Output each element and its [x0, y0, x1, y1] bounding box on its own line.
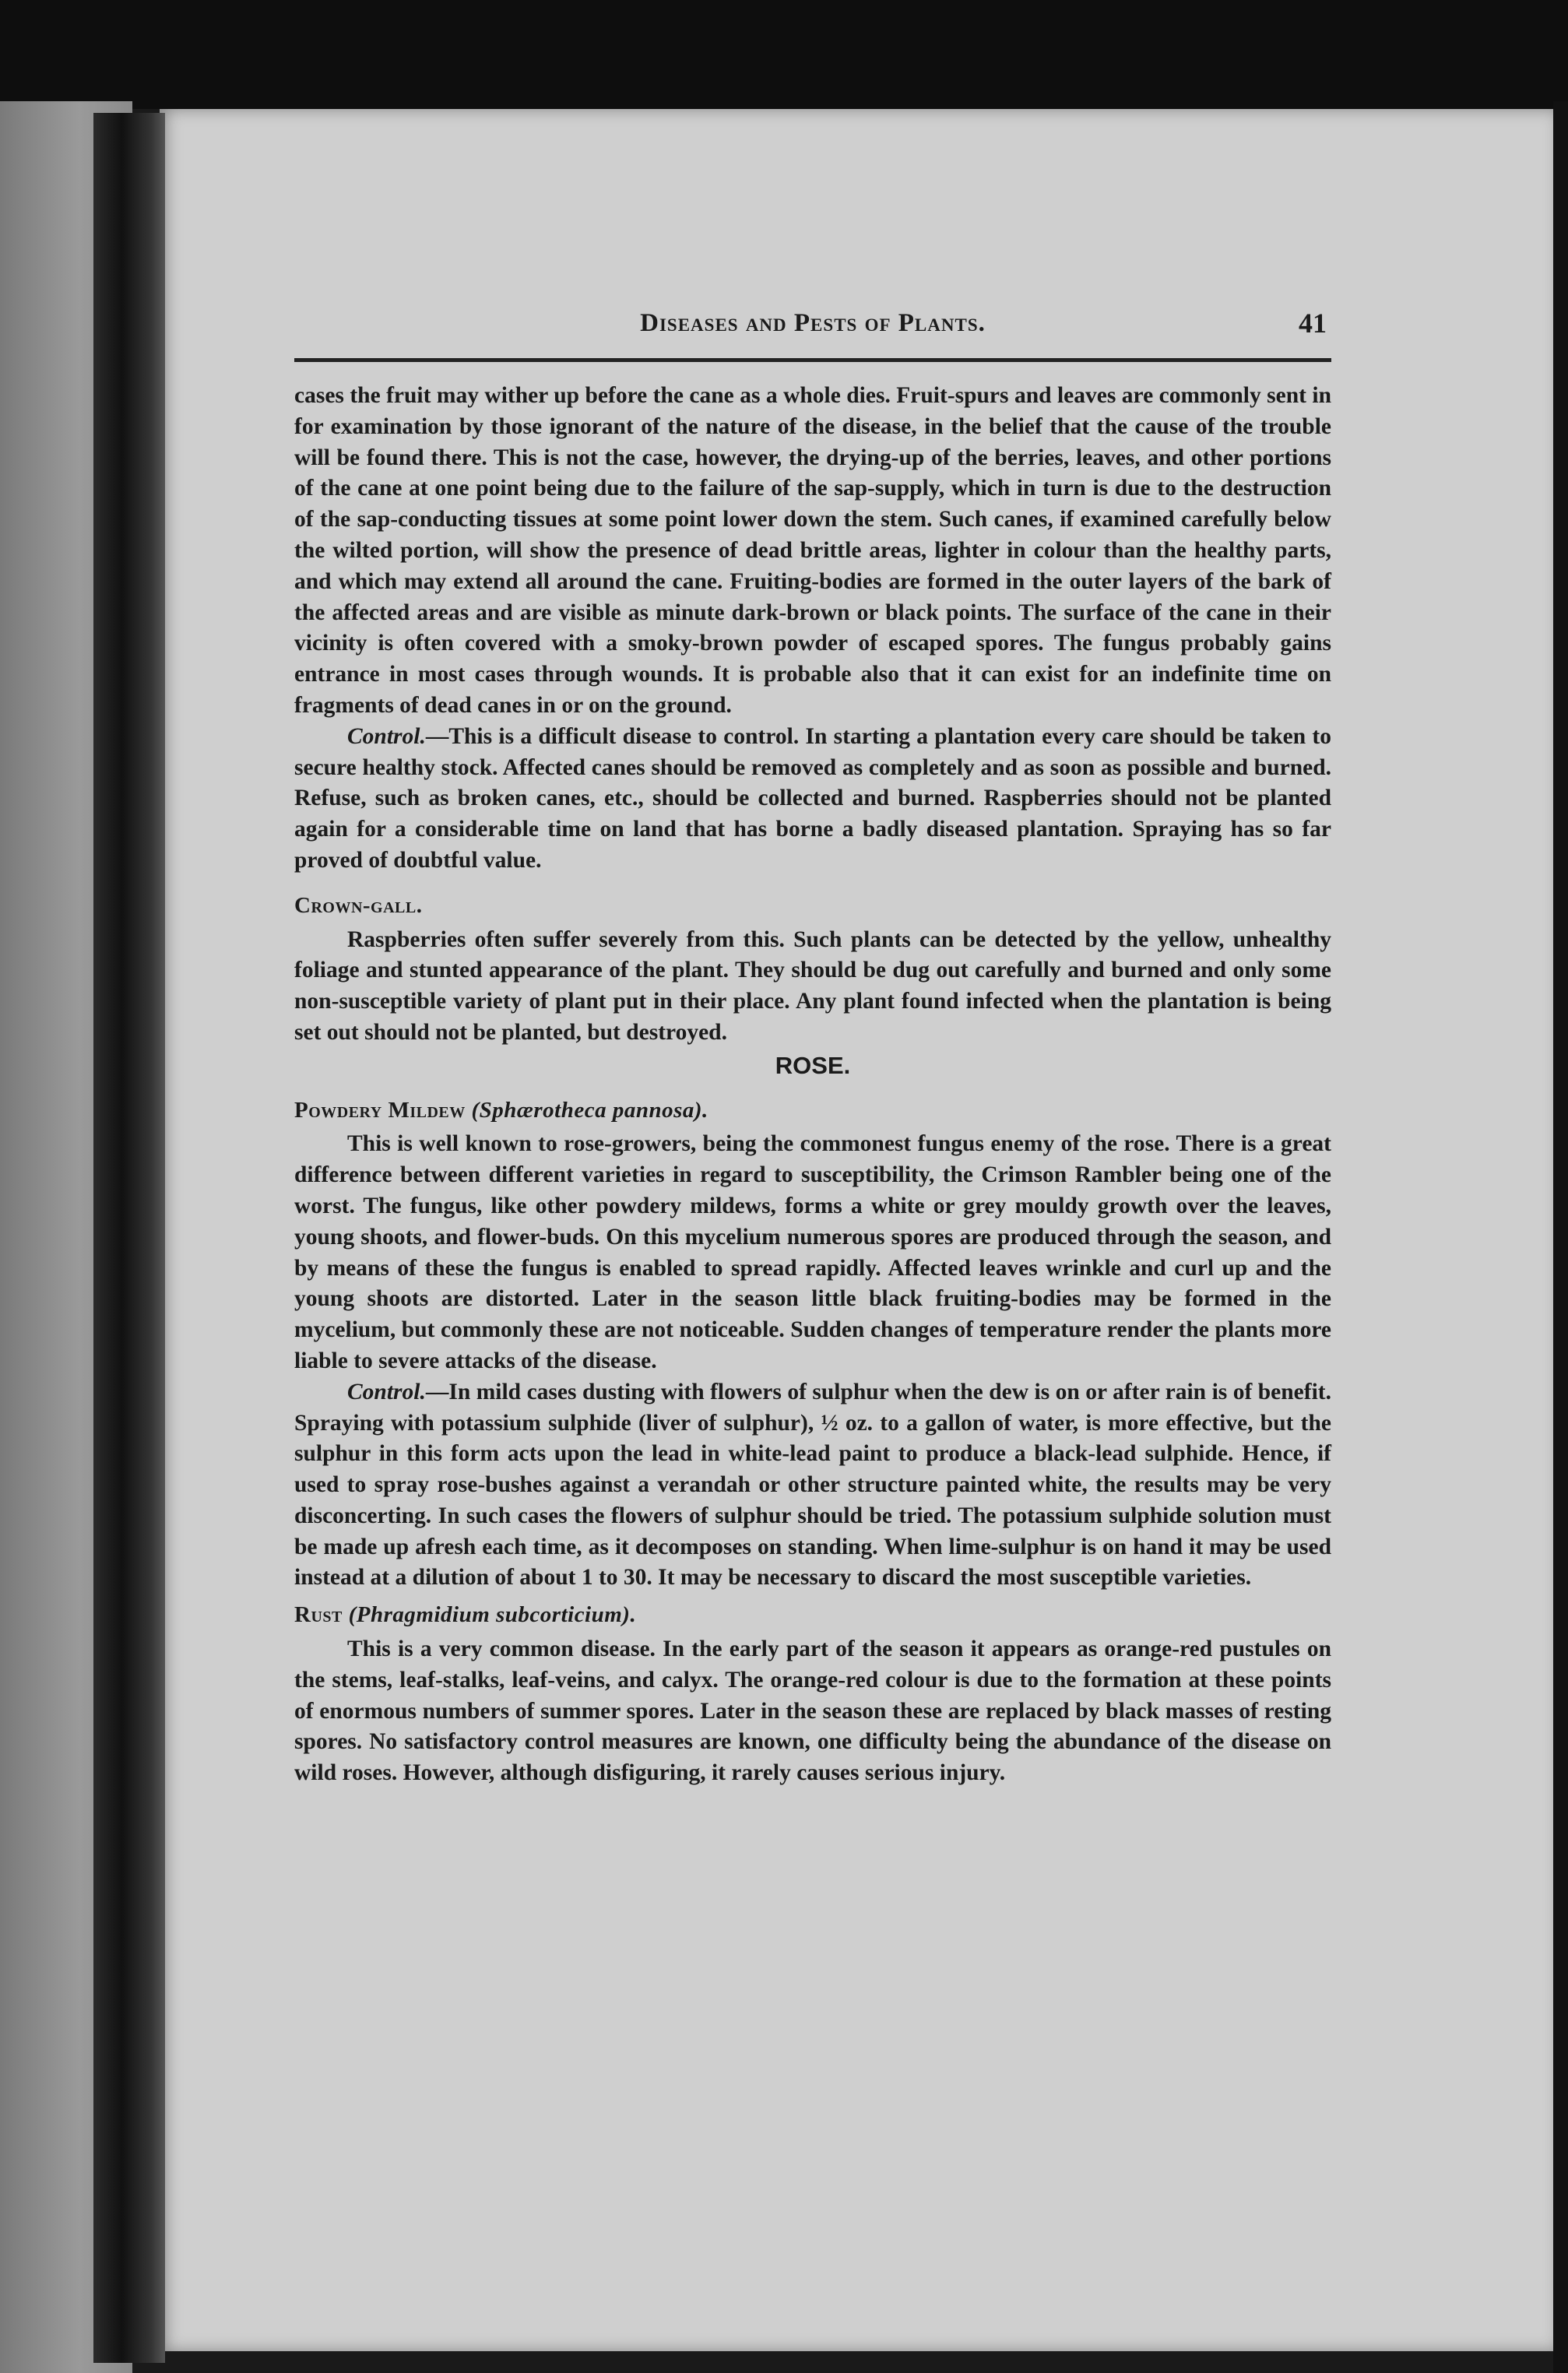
page-number: 41	[1299, 308, 1327, 339]
paragraph-crown-gall: Raspberries often suffer severely from this. Such plants can be detected by the yellow, unhealthy foliage and stunted appearance of the plant. They should be dug out carefully and burned and only some non-susceptible variety of plant put in their place. Any plant found infected when the plantation is being set out should not be planted, but destroyed.	[294, 926, 1331, 1045]
scan-top-border	[0, 0, 1568, 109]
running-title: Diseases and Pests of Plants.	[640, 309, 986, 337]
rust-latin: (Phragmidium subcorticium).	[348, 1602, 637, 1628]
paragraph-control-mildew	[294, 1377, 1331, 1594]
scan-right-border	[1553, 101, 1568, 2373]
powdery-mildew-latin: (Sphærotheca pannosa).	[471, 1097, 708, 1123]
control-text: —This is a difficult disease to control. In starting a plantation every care should be taken to secure healthy stock. Affected canes should be removed as completely and as soon as possible and burned. Refuse, such as broken canes, etc., should be collected and burned. Raspberries should not be planted again for a considerable time on land that has borne a badly diseased plantation. Spraying has so far proved of doubtful value.	[294, 723, 1331, 873]
control-label: Control.	[347, 723, 426, 749]
heading-crown-gall: Crown-gall.	[294, 892, 423, 918]
book-binding-gutter	[93, 113, 165, 2363]
heading-rust	[294, 1600, 1331, 1631]
control-text: —In mild cases dusting with flowers of sulphur when the dew is on or after rain is of benefit. Spraying with potassium sulphide (liver of sulphur), ½ oz. to a gallon of water, is more effective, but the sulphur in this form acts upon the lead in white-lead paint to produce a black-lead sulphide. Hence, if used to spray rose-bushes against a verandah or other structure painted white, the results may be very disconcerting. In such cases the flowers of sulphur should be tried. The potassium sulphide solution must be made up afresh each time, as it decomposes on standing. When lime-sulphur is on hand it may be used instead at a dilution of about 1 to 30. It may be necessary to discard the most susceptible varieties.	[294, 1379, 1331, 1591]
powdery-mildew-name: Powdery Mildew	[294, 1097, 466, 1123]
paragraph-rust: This is a very common disease. In the early part of the season it appears as orange-red pustules on the stems, leaf-stalks, leaf-veins, and calyx. The orange-red colour is due to the formation at these points of enormous numbers of summer spores. Later in the season these are replaced by black masses of resting spores. No satisfactory control measures are known, one difficulty being the abundance of the disease on wild roses. However, although disfiguring, it rarely causes serious injury.	[294, 1636, 1331, 1786]
rust-name: Rust	[294, 1602, 343, 1628]
paragraph-cane-blight: cases the fruit may wither up before the cane as a whole dies. Fruit-spurs and leaves are commonly sent in for examination by those ignorant of the nature of the disease, in the belief that the cause of the trouble will be found there. This is not the case, however, the drying-up of the berries, leaves, and other portions of the cane at one point being due to the failure of the sap-supply, which in turn is due to the destruction of the sap-conducting tissues at some point lower down the stem. Such canes, if examined carefully below the wilted portion, will show the presence of dead brittle areas, lighter in colour than the healthy parts, and which may extend all around the cane. Fruiting-bodies are formed in the outer layers of the bark of the affected areas and are visible as minute dark-brown or black points. The surface of the cane in their vicinity is often covered with a smoky-brown powder of escaped spores. The fungus probably gains entrance in most cases through wounds. It is probable also that it can exist for an indefinite time on fragments of dead canes in or on the ground.	[294, 383, 1331, 718]
paragraph-control-cane-blight	[294, 722, 1331, 877]
header-rule	[294, 358, 1331, 362]
heading-powdery-mildew	[294, 1095, 1331, 1127]
page-content	[294, 308, 1331, 1789]
section-title-rose: ROSE.	[775, 1051, 851, 1079]
paragraph-powdery-mildew: This is well known to rose-growers, being the commonest fungus enemy of the rose. There is a great difference between different varieties in regard to susceptibility, the Crimson Rambler being one of the worst. The fungus, like other powdery mildews, forms a white or grey mouldy growth over the leaves, young shoots, and flower-buds. On this mycelium numerous spores are produced through the season, and by means of these the fungus is enabled to spread rapidly. Affected leaves wrinkle and curl up and the young shoots are distorted. Later in the season little black fruiting-bodies may be formed in the mycelium, but commonly these are not noticeable. Sudden changes of temperature render the plants more liable to severe attacks of the disease.	[294, 1131, 1331, 1373]
page-header	[294, 308, 1331, 347]
control-label: Control.	[347, 1379, 426, 1404]
